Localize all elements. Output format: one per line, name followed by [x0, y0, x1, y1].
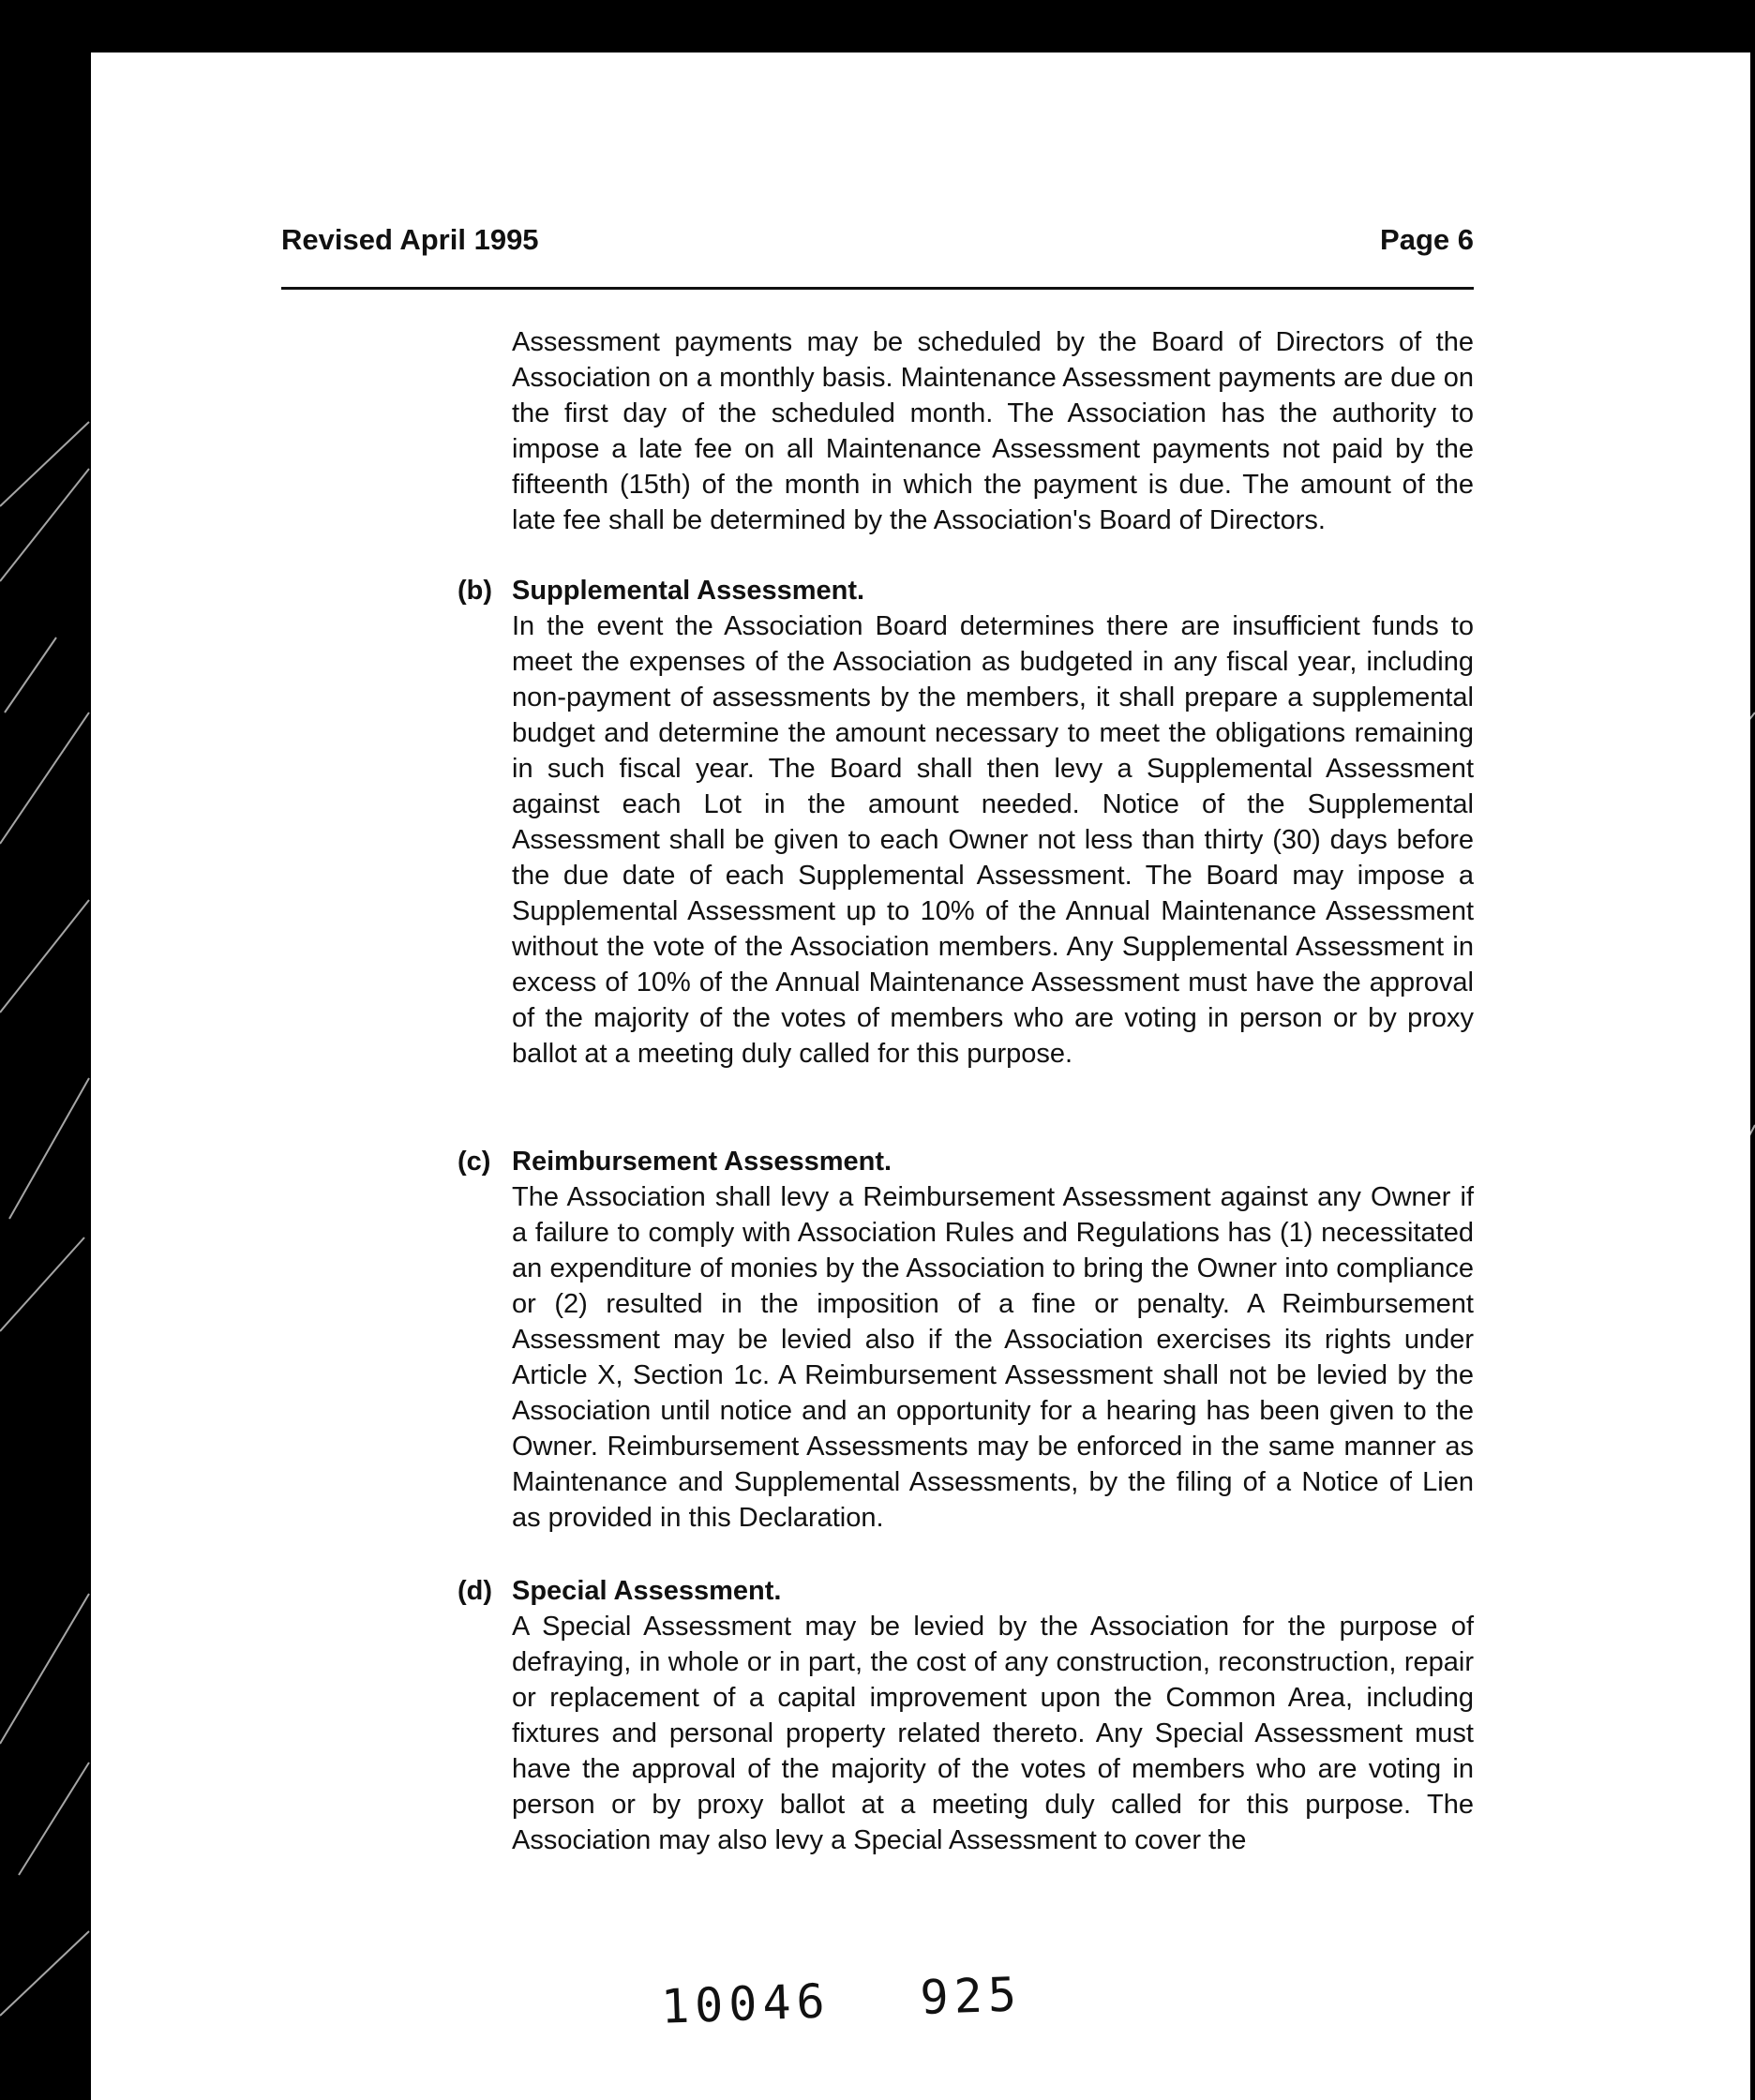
section-d-body: A Special Assessment may be levied by the Association for the purpose of defraying, in whole or in part, the cost of any construction, reconstruction, repair or replacement of a capital improvement upon the Common Area, including fixtures and personal property related thereto. Any Special Assessment must have the approval of the majority of the votes of members who are voting in person or by proxy ballot at a meeting duly called for this purpose. The Association may also levy a Special Assessment to cover the — [512, 1612, 1474, 1855]
section-b-body: In the event the Association Board determines there are insufficient funds to meet the expenses of the Association as budgeted in any fiscal year, including non-payment of assessments by the members, it shall prepare a supplemental budget and determine the amount necessary to meet the obligations remaining in such fiscal year. The Board shall then levy a Supplemental Assessment against each Lot in the amount needed. Notice of the Supplemental Assessment shall be given to each Owner not less than thirty (30) days before the due date of each Supplemental Assessment. The Board may impose a Supplemental Assessment up to 10% of the Annual Maintenance Assessment without the vote of the Association members. Any Supplemental Assessment in excess of 10% of the Annual Maintenance Assessment must have the approval of the majority of the votes of members who are voting in person or by proxy ballot at a meeting duly called for this purpose. — [512, 611, 1474, 1069]
section-c-label: (c) — [458, 1147, 491, 1177]
header-divider — [281, 287, 1474, 290]
page-number-label: Page 6 — [1380, 223, 1474, 256]
page-header — [281, 223, 1474, 261]
section-b-label: (b) — [458, 576, 493, 606]
section-d-title: Special Assessment. — [512, 1576, 782, 1606]
section-d-label: (d) — [458, 1576, 493, 1606]
section-c-body: The Association shall levy a Reimbursement Assessment against any Owner if a failure to comply with Association Rules and Regulations has (1) necessitated an expenditure of monies by the Association to bring the Owner into compliance or (2) resulted in the imposition of a fine or penalty. A Reimbursement Assessment may be levied also if the Association exercises its rights under Article X, Section 1c. A Reimbursement Assessment shall not be levied by the Association until notice and an opportunity for a hearing has been given to the Owner. Reimbursement Assessments may be enforced in the same manner as Maintenance and Supplemental Assessments, by the filing of a Notice of Lien as provided in this Declaration. — [512, 1182, 1474, 1533]
stamp-page-number: 925 — [919, 1967, 1023, 2026]
revision-date: Revised April 1995 — [281, 223, 539, 256]
document-number: 10046 — [660, 1973, 832, 2034]
section-c-title: Reimbursement Assessment. — [512, 1147, 892, 1177]
intro-paragraph: Assessment payments may be scheduled by the Board of Directors of the Association on a monthly basis. Maintenance Assessment payments are due on the first day of the scheduled month. The Association has the authority to impose a late fee on all Maintenance Assessment payments not paid by the fifteenth (15th) of the month in which the payment is due. The amount of the late fee shall be determined by the Association's Board of Directors. — [512, 327, 1474, 535]
section-b-title: Supplemental Assessment. — [512, 576, 865, 606]
